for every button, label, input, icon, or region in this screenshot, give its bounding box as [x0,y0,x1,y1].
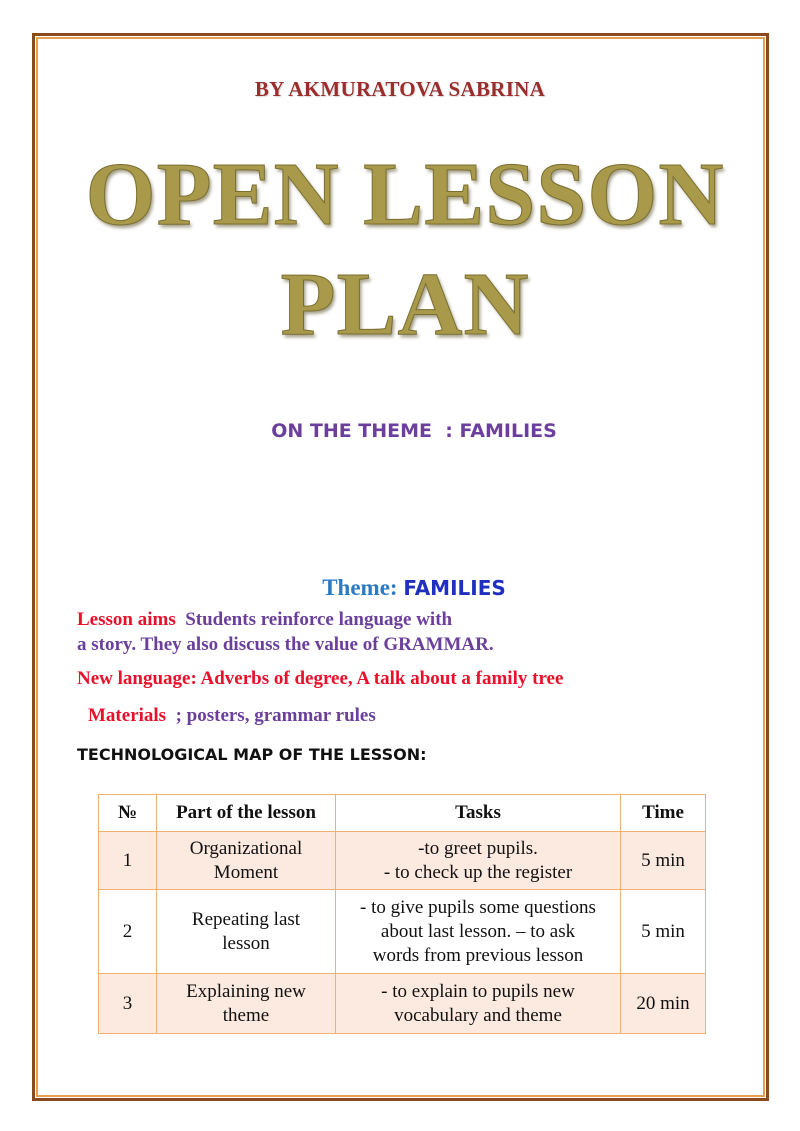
cell-part-line: theme [222,1004,270,1026]
materials-label: Materials [88,705,167,726]
cell-part-line: Moment [213,861,279,883]
cell-tasks [336,974,621,1034]
cell-task-line: about last lesson. – to ask [380,920,576,942]
title-line-2: PLAN [280,255,530,354]
cell-part-line: lesson [222,932,270,954]
theme-line [0,575,800,601]
cell-part [157,974,336,1034]
cell-part-line: Organizational [189,837,303,859]
author-line: BY AKMURATOVA SABRINA [254,77,546,101]
cell-task-line: - to give pupils some questions [360,896,596,918]
col-header-part: Part of the lesson [157,795,336,832]
table-row [99,890,706,974]
cell-number: 3 [99,974,157,1034]
table-header-row [99,795,706,832]
cell-number: 2 [99,890,157,974]
cell-time: 5 min [621,890,706,974]
cell-task-line: vocabulary and theme [394,1004,562,1026]
lesson-aims-text-1: Students reinforce language with [185,609,453,630]
cell-task-line: - to check up the register [383,861,573,883]
lesson-aims-text-2: a story. They also discuss the value of GRAMMAR. [77,634,494,655]
lesson-plan-table [98,794,706,1034]
cell-tasks [336,832,621,890]
cell-part [157,832,336,890]
cell-part [157,890,336,974]
cell-tasks [336,890,621,974]
cell-task-line: - to explain to pupils new [381,980,575,1002]
col-header-time: Time [621,795,706,832]
on-theme-subtitle: ON THE THEME : FAMILIES [271,420,557,442]
table-row [99,832,706,890]
cell-part-line: Repeating last [191,908,301,930]
lesson-aims-label: Lesson aims [77,609,176,630]
cell-time: 5 min [621,832,706,890]
col-header-number: № [99,795,157,832]
col-header-tasks: Tasks [336,795,621,832]
materials-line [88,705,376,727]
title-line-1: OPEN LESSON [85,145,725,244]
tech-map-heading: TECHNOLOGICAL MAP OF THE LESSON: [77,745,427,764]
table-row [99,974,706,1034]
cell-time: 20 min [621,974,706,1034]
cell-part-line: Explaining new [186,980,306,1002]
lesson-aims [77,607,697,657]
materials-text: ; posters, grammar rules [175,705,376,726]
page-title [40,140,770,360]
theme-label: Theme: [322,575,398,600]
theme-value: FAMILIES [403,576,506,600]
cell-task-line: -to greet pupils. [418,837,538,859]
new-language: New language: Adverbs of degree, A talk about a family tree [77,668,564,689]
cell-task-line: words from previous lesson [372,944,584,966]
cell-number: 1 [99,832,157,890]
